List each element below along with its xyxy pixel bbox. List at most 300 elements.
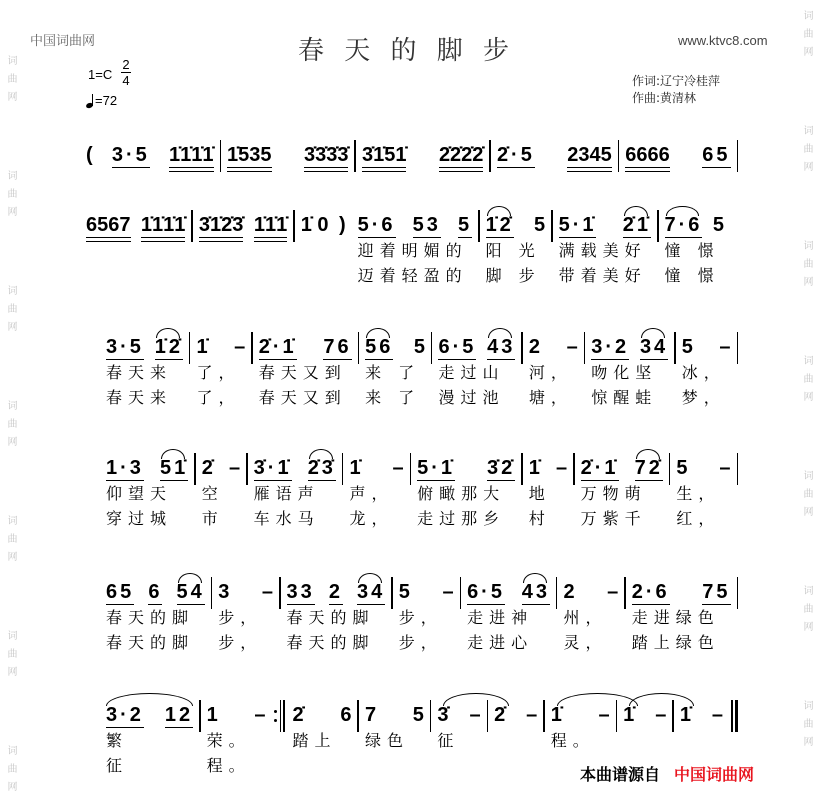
note-group: [165, 704, 193, 728]
note-group: [106, 336, 144, 360]
measure: [619, 144, 736, 168]
watermark-text: 词曲网: [5, 55, 16, 109]
note-group: [141, 214, 186, 238]
slur-arc: [366, 328, 390, 338]
note-group: [106, 457, 144, 481]
note-text: 33: [286, 581, 315, 603]
note-text: (: [86, 144, 93, 166]
note-text: –: [526, 704, 538, 726]
measure: [356, 144, 489, 168]
lyric-verse-1: 了，: [196, 363, 241, 382]
note-text: 65: [702, 144, 731, 166]
note-text: 1̇: [550, 704, 562, 726]
note-group: [438, 336, 476, 360]
measure: [100, 336, 189, 410]
measure: [557, 581, 624, 655]
lyric-verse-1: 万物萌: [580, 484, 647, 503]
note-group: [591, 336, 629, 360]
notes-row: [467, 581, 550, 605]
slur-arc: [641, 328, 665, 338]
note-group: [417, 457, 455, 481]
slur-arc: [624, 206, 648, 216]
note-text: 1̇2̇: [154, 336, 183, 358]
measure: [491, 144, 618, 168]
note-group: [702, 581, 730, 605]
notes-row: [559, 214, 651, 238]
slur-arc: [523, 573, 547, 583]
note-text: 1̇: [528, 457, 540, 479]
note-group: [357, 581, 385, 605]
score-line-3: [100, 336, 738, 410]
note-group: [534, 214, 545, 237]
note-text: 1̇: [679, 704, 691, 726]
note-group: [177, 581, 205, 605]
notes-row: [563, 581, 618, 605]
lyric-verse-1: 繁: [106, 731, 129, 750]
note-group: [229, 457, 240, 480]
note-text: 5: [681, 336, 693, 358]
note-text: 51̇: [160, 457, 189, 479]
notes-row: [676, 457, 730, 481]
note-text: –: [392, 457, 404, 479]
notes-row: [437, 704, 480, 728]
notes-row: [399, 581, 454, 605]
notes-row: [86, 144, 214, 168]
lyric-verse-1: 俯瞰那大: [417, 484, 506, 503]
site-name-top-left: 中国词曲网: [30, 34, 96, 49]
notes-row: [202, 457, 240, 481]
note-text: 2̇: [201, 457, 213, 479]
time-signature-top: 2: [122, 57, 130, 72]
measure: [575, 457, 669, 531]
notes-row: [551, 704, 610, 728]
measure: [80, 144, 220, 168]
note-text: 3̇2̇: [486, 457, 516, 479]
lyric-verse-2: 春天又到: [258, 388, 347, 407]
note-text: –: [234, 336, 246, 358]
notes-row: [293, 704, 352, 728]
notes-row: [199, 214, 287, 238]
note-text: 3·2: [591, 336, 630, 358]
note-group: [106, 704, 144, 728]
repeat-dots: [274, 700, 278, 732]
lyric-verse-2: 憧 憬: [664, 266, 720, 285]
notes-row: [106, 457, 188, 481]
note-text: 34: [357, 581, 386, 603]
note-group: [293, 704, 304, 727]
note-group: [199, 214, 244, 238]
slur-arc: [309, 449, 333, 459]
note-group: [254, 214, 287, 238]
lyric-verse-1: 走进绿色: [631, 608, 720, 627]
notes-row: [365, 704, 424, 728]
slur-arc: [161, 449, 185, 459]
note-text: 2·6: [631, 581, 670, 603]
note-group: [106, 581, 134, 605]
lyric-verse-1: 来 了: [365, 363, 421, 382]
note-text: 6666: [625, 144, 670, 166]
measure: [343, 457, 409, 531]
note-group: [259, 336, 297, 360]
lyric-verse-1: 州，: [563, 608, 608, 627]
note-text: –: [719, 457, 731, 479]
note-text: 5: [398, 581, 410, 603]
lyric-verse-1: 地: [528, 484, 551, 503]
final-barline: [729, 700, 740, 732]
note-text: 72̇: [634, 457, 663, 479]
score-line-1: [80, 144, 738, 172]
notes-row: [529, 457, 567, 481]
lyric-verse-2: [437, 753, 480, 778]
measure: [193, 214, 293, 238]
notes-row: [682, 336, 731, 360]
slur-arc: [636, 449, 660, 459]
lyric-verse-2: 征: [106, 756, 129, 775]
lyric-verse-1: 吻化坚: [591, 363, 658, 382]
notes-row: [207, 704, 266, 728]
measure: [359, 336, 431, 410]
measure: [461, 581, 556, 655]
measure: [523, 457, 573, 531]
lyric-verse-2: 春天来: [106, 388, 173, 407]
tempo-value: =72: [95, 93, 118, 108]
lyric-verse-2: 灵，: [563, 633, 608, 652]
key-signature: 1=C: [88, 67, 113, 82]
note-group: [86, 214, 131, 238]
lyric-verse-2: 村: [528, 509, 551, 528]
note-text: 2: [563, 581, 575, 603]
lyric-verse-2: 春天的脚: [286, 633, 375, 652]
note-group: [339, 214, 346, 237]
notes-row: [254, 457, 336, 481]
note-group: [358, 214, 396, 238]
note-group: [414, 336, 425, 359]
lyric-verse-1: 生，: [676, 484, 721, 503]
note-group: [323, 336, 351, 360]
note-text: –: [442, 581, 454, 603]
notes-row: [623, 704, 666, 728]
watermark-text: 词曲网: [801, 10, 812, 64]
measure: [248, 457, 342, 531]
note-group: [202, 457, 213, 480]
measure: [190, 336, 251, 410]
note-group: [227, 144, 272, 168]
lyric-verse-1: 迎着明媚的: [357, 241, 468, 260]
measure: [221, 144, 354, 168]
notes-row: [259, 336, 352, 360]
notes-row: [529, 336, 578, 360]
measure: [670, 457, 736, 531]
measure: [659, 214, 731, 288]
note-group: [349, 457, 360, 480]
note-text: 2: [528, 336, 541, 358]
note-text: 3̇3̇3̇3̇: [303, 144, 349, 166]
note-group: [632, 581, 670, 605]
note-group: [526, 704, 537, 727]
note-group: [148, 581, 162, 605]
measure: [352, 214, 478, 288]
note-group: [413, 214, 441, 238]
note-text: 1: [206, 704, 218, 726]
note-text: 7: [364, 704, 377, 726]
note-group: [169, 144, 214, 168]
note-text: 2̇·1̇: [580, 457, 619, 479]
score-line-5: [100, 581, 738, 655]
lyric-verse-1: 步，: [398, 608, 443, 627]
watermark-text: 词曲网: [801, 240, 812, 294]
note-group: [563, 581, 574, 604]
watermark-text: 词曲网: [5, 745, 16, 799]
note-text: –: [566, 336, 578, 358]
note-text: 2345: [567, 144, 612, 166]
notes-row: [625, 144, 730, 168]
note-text: 1̇: [623, 704, 635, 726]
measure: [287, 704, 358, 778]
note-group: [625, 144, 670, 168]
note-group: [623, 704, 634, 727]
note-text: 3·5: [111, 144, 150, 166]
watermark-text: 词曲网: [801, 470, 812, 524]
notes-row: [581, 457, 663, 481]
lyric-verse-1: [623, 728, 666, 753]
lyric-verse-2: 了，: [196, 388, 241, 407]
note-group: [522, 581, 550, 605]
note-text: 2̇1̇: [622, 214, 652, 236]
watermark-text: 词曲网: [5, 515, 16, 569]
note-group: [365, 704, 376, 727]
note-text: 6: [148, 581, 163, 603]
time-signature-bottom: 4: [122, 73, 130, 88]
note-text: 5·1̇: [417, 457, 455, 479]
note-text: 3·2: [106, 704, 144, 726]
note-group: [623, 214, 651, 238]
note-group: [497, 144, 535, 168]
notes-row: [301, 214, 346, 238]
barline: [737, 453, 739, 485]
note-text: 6·5: [438, 336, 477, 358]
slur-arc: [358, 573, 382, 583]
watermark-text: 词曲网: [5, 170, 16, 224]
note-text: 2: [328, 581, 343, 603]
note-group: [329, 581, 343, 605]
note-text: –: [469, 704, 481, 726]
note-group: [392, 457, 403, 480]
note-group: [362, 144, 407, 168]
note-group: [160, 457, 188, 481]
note-text: 5·1̇: [558, 214, 597, 236]
note-text: 1̇1̇1̇: [253, 214, 288, 236]
lyric-verse-2: [494, 753, 537, 778]
lyric-verse-1: [680, 728, 723, 753]
note-group: [340, 704, 351, 727]
measure: [295, 214, 352, 238]
watermark-text: 词曲网: [801, 355, 812, 409]
note-group: [487, 457, 515, 481]
note-text: 6567: [86, 214, 131, 236]
note-group: [301, 214, 329, 237]
notes-row: [365, 336, 425, 360]
note-group: [676, 457, 687, 480]
measure: [100, 581, 211, 655]
lyric-verse-1: 步，: [218, 608, 263, 627]
note-group: [308, 457, 336, 481]
site-url: www.ktvc8.com: [678, 33, 768, 48]
notes-row: [86, 214, 185, 238]
measure: [212, 581, 279, 655]
notes-row: [287, 581, 386, 605]
source-site-link[interactable]: 中国词曲网: [674, 765, 755, 784]
measure: [523, 336, 584, 410]
lyric-verse-2: 来 了: [365, 388, 421, 407]
lyric-verse-1: 绿色: [364, 731, 409, 750]
note-text: 1̇: [349, 457, 361, 479]
measure: [100, 704, 199, 778]
lyric-verse-2: 红，: [676, 509, 721, 528]
source-footer: [580, 762, 754, 785]
note-group: [665, 214, 703, 238]
note-group: [680, 704, 691, 727]
notes-row: [218, 581, 273, 605]
repeat-end-barline: [272, 700, 287, 732]
notes-row: [497, 144, 612, 168]
note-group: [469, 704, 480, 727]
watermark-text: 词曲网: [5, 285, 16, 339]
note-group: [567, 336, 578, 359]
notes-row: [227, 144, 348, 168]
lyric-verse-2: [365, 753, 424, 778]
measure: [196, 457, 246, 531]
note-group: [155, 336, 183, 360]
note-group: [581, 457, 619, 481]
lyric-verse-1: [494, 728, 537, 753]
score-line-2: [80, 214, 730, 288]
slur-arc: [487, 206, 511, 216]
note-group: [196, 336, 207, 359]
note-group: [567, 144, 612, 168]
notes-row: [438, 336, 515, 360]
note-group: [719, 457, 730, 480]
notes-row: [494, 704, 537, 728]
measure: [100, 457, 194, 531]
lyric-verse-1: 满载美好: [558, 241, 647, 260]
lyric-verse-2: 带着美好: [558, 266, 647, 285]
note-text: 5: [457, 214, 473, 236]
note-group: [551, 704, 562, 727]
note-text: 5: [413, 336, 425, 358]
lyric-verse-1: 春天的脚: [106, 608, 195, 627]
note-text: ): [338, 214, 346, 236]
barline-thin: [731, 700, 733, 732]
lyric-verse-1: 声，: [349, 484, 394, 503]
lyric-verse-1: 春天又到: [258, 363, 347, 382]
lyric-verse-1: 程。: [550, 731, 595, 750]
measure: [676, 336, 737, 410]
lyric-verse-2: 漫过池: [438, 388, 505, 407]
note-text: 3̇: [437, 704, 449, 726]
barline-thin: [280, 700, 282, 732]
note-text: 5: [533, 214, 546, 236]
lyric-verse-2: 车水马: [253, 509, 320, 528]
source-label: 本曲谱源自: [580, 765, 661, 784]
lyric-verse-1: 走过山: [438, 363, 505, 382]
lyric-verse-2: 走进心: [467, 633, 534, 652]
note-text: –: [254, 704, 266, 726]
note-text: 7·6: [664, 214, 703, 236]
notes-row: [632, 581, 731, 605]
note-text: 2̇·1̇: [258, 336, 297, 358]
note-group: [254, 457, 292, 481]
note-text: 2̇2̇2̇2̇: [438, 144, 484, 166]
note-text: 1̇ 0: [300, 214, 329, 236]
lyric-verse-2: [293, 753, 352, 778]
slur-arc: [178, 573, 202, 583]
note-text: –: [598, 704, 610, 726]
lyric-verse-2: 步，: [398, 633, 443, 652]
lyric-verse-1: 走进神: [467, 608, 534, 627]
note-group: [86, 144, 93, 167]
note-text: 34: [639, 336, 669, 358]
tempo-marking: [86, 93, 117, 108]
note-group: [529, 457, 540, 480]
lyric-verse-1: 空: [201, 484, 224, 503]
note-group: [607, 581, 618, 604]
slur-arc: [488, 328, 512, 338]
note-text: 1̇: [196, 336, 208, 358]
note-text: –: [719, 336, 731, 358]
notes-row: [591, 336, 668, 360]
note-group: [640, 336, 668, 360]
measure: [626, 581, 737, 655]
lyric-verse-2: 梦，: [681, 388, 726, 407]
note-text: –: [711, 704, 724, 726]
lyric-verse-1: 征: [437, 731, 460, 750]
lyric-verse-1: 阳 光: [485, 241, 541, 260]
barline: [737, 577, 739, 609]
watermark-text: 词曲网: [5, 630, 16, 684]
note-text: 5·6: [357, 214, 396, 236]
lyric-verse-1: 踏上: [292, 731, 337, 750]
measure: [431, 704, 486, 778]
note-text: 2̇3̇: [307, 457, 336, 479]
note-group: [207, 704, 218, 727]
note-text: 6: [340, 704, 352, 726]
lyric-verse-2: 步，: [218, 633, 263, 652]
note-text: 1̇1̇1̇1̇: [140, 214, 186, 236]
lyric-verse-2: 龙，: [349, 509, 394, 528]
note-group: [413, 704, 424, 727]
note-group: [682, 336, 693, 359]
note-text: 43: [521, 581, 550, 603]
composer-credit: 作曲:黄清林: [632, 91, 697, 105]
measure: [393, 581, 460, 655]
note-text: 76: [323, 336, 352, 358]
note-text: 1̇1̇1̇1̇: [169, 144, 214, 166]
score-line-4: [100, 457, 738, 531]
note-group: [458, 214, 472, 238]
note-group: [655, 704, 666, 727]
slur-arc: [156, 328, 180, 338]
note-text: 12: [164, 704, 194, 726]
lyric-verse-2: 塘，: [528, 388, 573, 407]
measure: [80, 214, 191, 238]
notes-row: [106, 336, 183, 360]
notes-row: [665, 214, 725, 238]
note-group: [254, 704, 265, 727]
lyric-verse-1: 雁语声: [253, 484, 320, 503]
measure: [432, 336, 521, 410]
note-group: [635, 457, 663, 481]
lyric-verse-2: 市: [201, 509, 224, 528]
